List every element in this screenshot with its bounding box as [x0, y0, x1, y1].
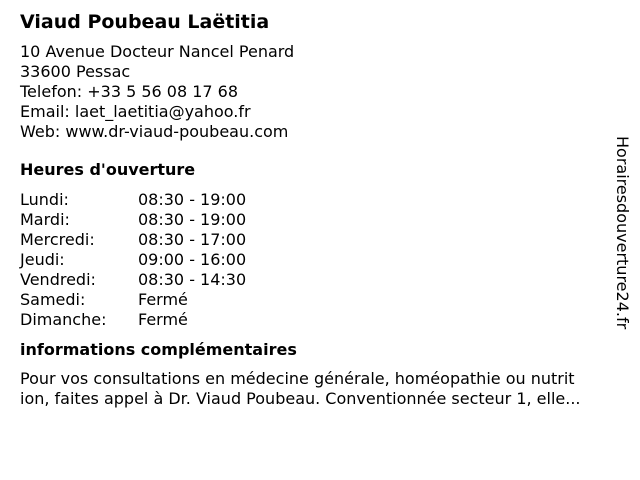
day-hours: 08:30 - 14:30 [138, 270, 247, 289]
address-block [20, 42, 620, 142]
hours-row-thursday [20, 250, 620, 270]
day-label: Vendredi: [20, 270, 96, 289]
site-watermark: Horairesdouverture24.fr [613, 136, 632, 330]
hours-heading: Heures d'ouverture [20, 160, 196, 179]
day-label: Mardi: [20, 210, 70, 229]
address-street: 10 Avenue Docteur Nancel Penard [20, 42, 295, 61]
hours-row-friday [20, 270, 620, 290]
address-city: 33600 Pessac [20, 62, 131, 81]
day-hours: 08:30 - 17:00 [138, 230, 247, 249]
day-label: Jeudi: [20, 250, 65, 269]
hours-table [20, 190, 620, 330]
email-line: Email: laet_laetitia@yahoo.fr [20, 102, 251, 121]
business-card [20, 8, 620, 409]
info-line-1: Pour vos consultations en médecine générale, homéopathie ou nutrit [20, 369, 575, 388]
hours-row-tuesday [20, 210, 620, 230]
day-label: Mercredi: [20, 230, 95, 249]
business-name: Viaud Poubeau Laëtitia [20, 11, 270, 33]
hours-row-sunday [20, 310, 620, 330]
phone-line: Telefon: +33 5 56 08 17 68 [20, 82, 239, 101]
day-hours: 09:00 - 16:00 [138, 250, 247, 269]
hours-row-wednesday [20, 230, 620, 250]
hours-row-saturday [20, 290, 620, 310]
info-heading: informations complémentaires [20, 340, 297, 359]
day-hours: 08:30 - 19:00 [138, 190, 247, 209]
day-hours: Fermé [138, 290, 188, 309]
day-hours: 08:30 - 19:00 [138, 210, 247, 229]
day-label: Dimanche: [20, 310, 107, 329]
hours-row-monday [20, 190, 620, 210]
info-line-2: ion, faites appel à Dr. Viaud Poubeau. Conventionnée secteur 1, elle... [20, 389, 581, 408]
day-hours: Fermé [138, 310, 188, 329]
day-label: Lundi: [20, 190, 69, 209]
day-label: Samedi: [20, 290, 86, 309]
web-line: Web: www.dr-viaud-poubeau.com [20, 122, 289, 141]
info-description [20, 369, 620, 409]
